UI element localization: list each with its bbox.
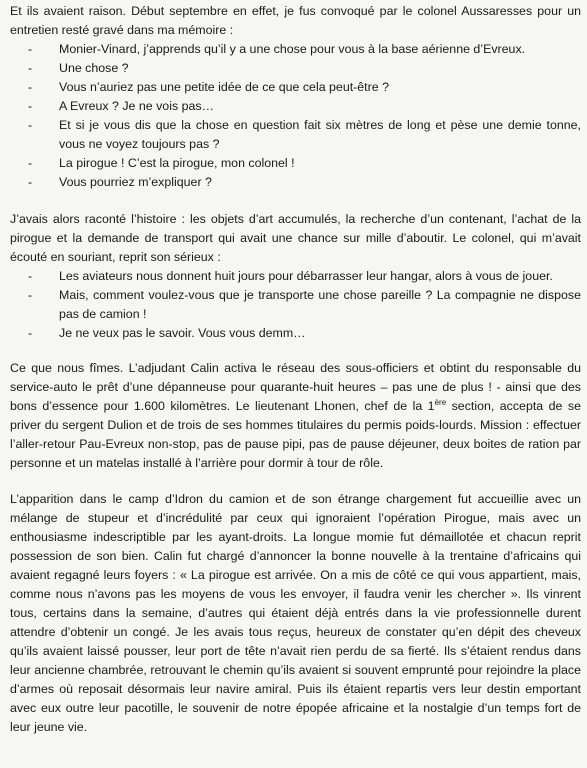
mission-paragraph — [10, 359, 581, 473]
dialogue-line: - Monier-Vinard, j’apprends qu’il y a une chose pour vous à la base aérienne d’Evreux. — [28, 40, 581, 59]
mission-text-end: section, accepta de se priver du sergent Dulion et de trois de ses hommes titulaires du permis poids-lourds. Mission : effectuer l’aller-retour Pau-Evreux non-stop, pas de pause pipi, pas de pause déjeuner, deux boites de ration par personne et un matelas installé à l’arrière pour dormir à tour de rôle. — [10, 399, 581, 470]
dialogue-list-2 — [10, 267, 581, 343]
dialogue-line: - Et si je vous dis que la chose en question fait six mètres de long et pèse une demie tonne, vous ne voyez toujours pas ? — [28, 116, 581, 154]
dialogue-list-1 — [10, 40, 581, 192]
arrival-paragraph: L’apparition dans le camp d’Idron du camion et de son étrange chargement fut accueillie avec un mélange de stupeur et d’incrédulité par ceux qui ignoraient l’opération Pirogue, mais avec un enthousiasme indescriptible par les ayant-droits. La longue momie fut démaillotée et chacun reprit possession de son bien. Calin fut chargé d’annoncer la bonne nouvelle à la trentaine d’africains qui avaient regagné leurs foyers : « La pirogue est arrivée. On a mis de côté ce qui vous appartient, mais, comme nous n’avons pas les moyens de vous les envoyer, il faudra venir les chercher ». Ils vinrent tous, certains dans la semaine, d’autres qui étaient déjà entrés dans la vie professionnelle durent attendre d’obtenir un congé. Je les avais tous reçus, heureux de constater qu’en dépit des cheveux qu’ils avaient laissé pousser, leur port de tête n’avait rien perdu de sa fierté. Ils s’étaient rendus dans leur ancienne chambrée, retrouvant le chemin qu’ils avaient si souvent emprunté pour rejoindre la place d’armes où reposait désormais leur navire amiral. Puis ils étaient repartis vers leur destin emportant avec eux outre leur pacotille, le souvenir de notre épopée africaine et la nostalgie d’un temps fort de leur jeune vie. — [10, 492, 581, 734]
mission-text-start: Ce que nous fîmes. L’adjudant Calin activa le réseau des sous-officiers et obtint du responsable du service-auto le prêt d’une dépanneuse pour quarante-huit heures – pas une de plus ! - ainsi que des bons d’essence pour 1.600 kilomètres. Le lieutenant Lhonen, chef de la 1 — [10, 361, 581, 413]
dialogue-line: - Une chose ? — [28, 59, 581, 78]
dialogue-line: - Mais, comment voulez-vous que je transporte une chose pareille ? La compagnie ne dispose pas de camion ! — [28, 286, 581, 324]
dialogue-line: - Vous n’auriez pas une petite idée de ce que cela peut-être ? — [28, 78, 581, 97]
dialogue-line: - Vous pourriez m’expliquer ? — [28, 173, 581, 192]
dialogue-line: - La pirogue ! C’est la pirogue, mon colonel ! — [28, 154, 581, 173]
dialogue-line: - Les aviateurs nous donnent huit jours pour débarrasser leur hangar, alors à vous de jouer. — [28, 267, 581, 286]
ordinal-superscript: ère — [434, 397, 447, 407]
intro-paragraph: Et ils avaient raison. Début septembre en effet, je fus convoqué par le colonel Aussaresses pour un entretien resté gravé dans ma mémoire : — [10, 4, 581, 37]
story-paragraph: J’avais alors raconté l’histoire : les objets d’art accumulés, la recherche d’un contenant, l’achat de la pirogue et la demande de transport qui avait une chance sur mille d’aboutir. Le colonel, qui m’avait écouté en souriant, reprit son sérieux : — [10, 212, 581, 264]
dialogue-line: - A Evreux ? Je ne vois pas… — [28, 97, 581, 116]
dialogue-line: - Je ne veux pas le savoir. Vous vous demm… — [28, 324, 581, 343]
